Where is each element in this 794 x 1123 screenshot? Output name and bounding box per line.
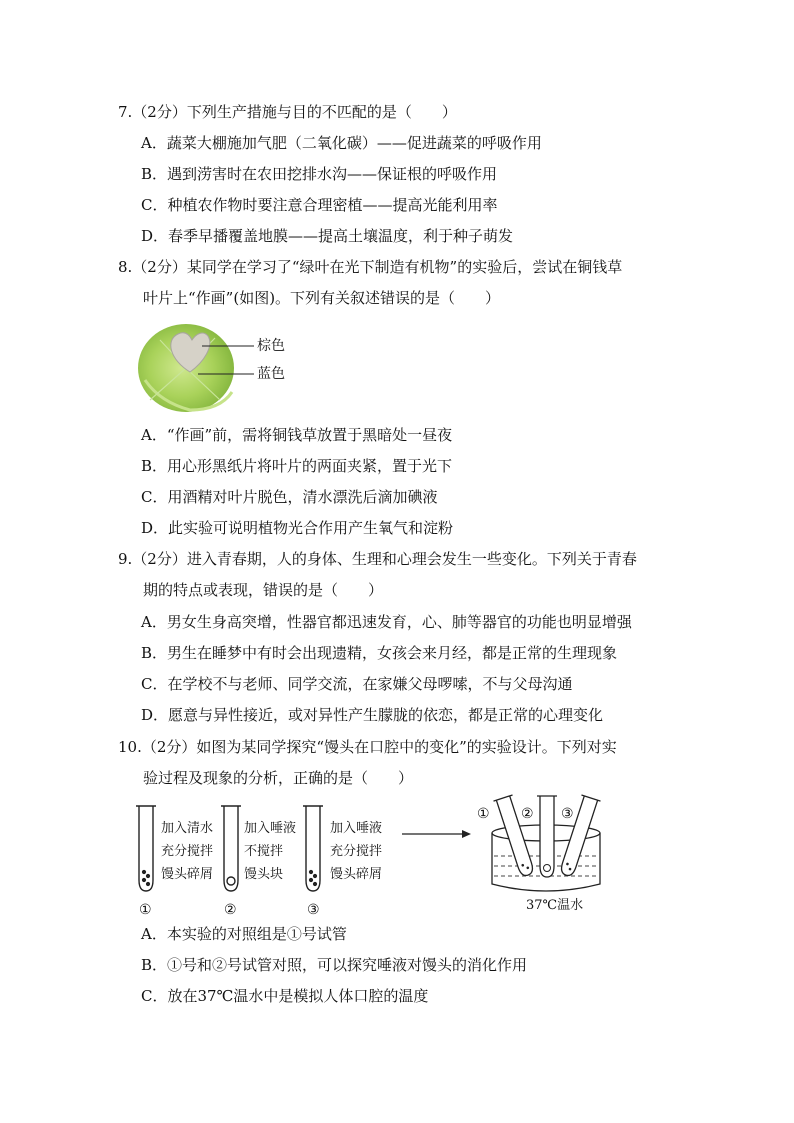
question-7-stem: 7.（2分）下列生产措施与目的不匹配的是（ ） [118,103,457,121]
question-10-stem-line2: 验过程及现象的分析，正确的是（ ） [143,769,414,787]
tube-1-number: ① [139,902,152,918]
question-9-option-b: B．男生在睡梦中有时会出现遗精，女孩会来月经，都是正常的生理现象 [141,644,618,662]
tube-1-description: 加入清水 充分搅拌 馒头碎屑 [161,821,214,882]
tube-2-number: ② [224,902,237,918]
arrow-icon [402,830,471,838]
test-tube-2 [221,806,241,891]
question-9-stem-line1: 9.（2分）进入青春期，人的身体、生理和心理会发生一些变化。下列关于青春 [118,550,637,568]
question-8-option-d: D．此实验可说明植物光合作用产生氧气和淀粉 [141,519,454,537]
question-8-stem-line1: 8.（2分）某同学在学习了“绿叶在光下制造有机物”的实验后，尝试在铜钱草 [118,258,623,276]
question-9-option-c: C．在学校不与老师、同学交流，在家嫌父母啰嗦，不与父母沟通 [141,675,573,693]
question-8-stem-line2: 叶片上“作画”(如图)。下列有关叙述错误的是（ ） [143,289,501,307]
beaker-tube-3-number: ③ [561,806,574,822]
question-8-option-a: A．“作画”前，需将铜钱草放置于黑暗处一昼夜 [141,426,453,444]
beaker-tube-2-number: ② [521,806,534,822]
question-9-option-a: A．男女生身高突增，性器官都迅速发育，心、肺等器官的功能也明显增强 [141,613,632,631]
brown-label: 棕色 [257,338,285,354]
blue-label: 蓝色 [257,366,285,382]
question-10-option-a: A．本实验的对照组是①号试管 [141,925,347,943]
question-10-option-c: C．放在37℃温水中是模拟人体口腔的温度 [141,987,429,1005]
question-7-option-a: A．蔬菜大棚施加气肥（二氧化碳）——促进蔬菜的呼吸作用 [141,134,542,152]
test-tube-1 [136,806,156,891]
question-7-option-c: C．种植农作物时要注意合理密植——提高光能利用率 [141,196,498,214]
test-tube-3 [303,806,323,891]
question-10-stem-line1: 10.（2分）如图为某同学探究“馒头在口腔中的变化”的实验设计。下列对实 [118,738,617,756]
question-7-option-d: D．春季早播覆盖地膜——提高土壤温度，利于种子萌发 [141,227,514,245]
question-8-option-c: C．用酒精对叶片脱色，清水漂洗后滴加碘液 [141,488,438,506]
beaker-tube-1-number: ① [477,806,490,822]
question-8-option-b: B．用心形黑纸片将叶片的两面夹紧，置于光下 [141,457,453,475]
tube-3-number: ③ [307,902,320,918]
beaker-label: 37℃温水 [526,898,584,913]
tube-3-description: 加入唾液 充分搅拌 馒头碎屑 [330,821,383,882]
question-9-stem-line2: 期的特点或表现，错误的是（ ） [143,581,384,599]
tube-2-description: 加入唾液 不搅拌 馒头块 [244,821,297,882]
beaker-tube-2 [537,796,557,877]
question-10-option-b: B．①号和②号试管对照，可以探究唾液对馒头的消化作用 [141,956,528,974]
question-9-option-d: D．愿意与异性接近，或对异性产生朦胧的依恋，都是正常的心理变化 [141,706,604,724]
question-7-option-b: B．遇到涝害时在农田挖排水沟——保证根的呼吸作用 [141,165,498,183]
